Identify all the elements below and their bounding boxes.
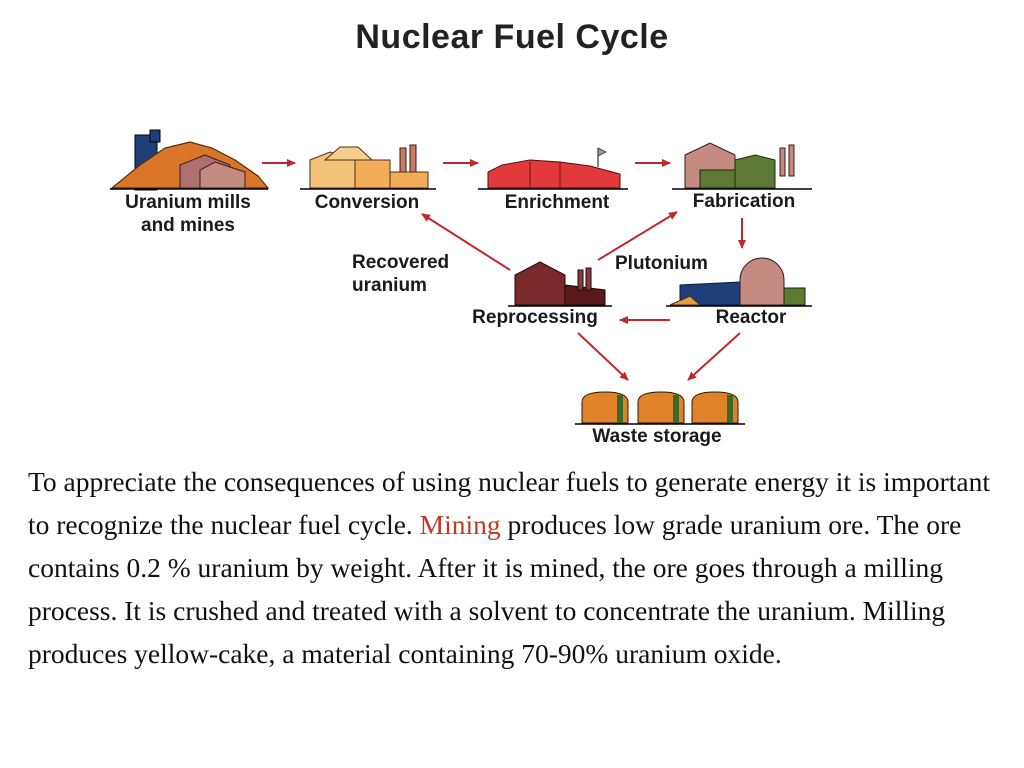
node-label-conversion: Conversion <box>314 192 420 213</box>
edge-label-recovered-2: uranium <box>352 275 427 296</box>
body-text-part1: To appreciate the consequences of using nuclear fuels to generate energy it is important to recognize the nuclear fuel cycle. <box>28 466 991 540</box>
node-label-uranium-mills-2: and mines <box>141 215 235 236</box>
waste-storage-icon <box>575 392 745 424</box>
node-label-fabrication: Fabrication <box>692 191 796 212</box>
node-label-uranium-mills-1: Uranium mills <box>125 192 251 213</box>
node-label-waste-storage: Waste storage <box>592 426 722 447</box>
node-label-reactor: Reactor <box>715 307 787 328</box>
diagram-title: Nuclear Fuel Cycle <box>355 18 669 56</box>
arrow-reactor-to-waste <box>688 333 740 380</box>
reprocessing-icon <box>508 262 612 306</box>
body-paragraph <box>28 460 1003 675</box>
edge-label-plutonium: Plutonium <box>615 253 708 274</box>
node-label-enrichment: Enrichment <box>504 192 610 213</box>
body-text-part2: produces low grade uranium ore. The ore contains 0.2 % uranium by weight. After it is mined, the ore goes through a milling process. It is crushed and treated with a solvent to concentrate the uranium. Milling produces yellow-cake, a material containing 70-90% uranium oxide. <box>28 509 962 669</box>
conversion-icon <box>300 145 436 189</box>
arrow-reprocessing-to-waste <box>578 333 628 380</box>
enrichment-icon <box>478 148 628 189</box>
uranium-mills-icon <box>110 130 268 190</box>
mining-highlight: Mining <box>419 509 501 540</box>
fabrication-icon <box>672 143 812 189</box>
node-label-reprocessing: Reprocessing <box>472 307 598 328</box>
edge-label-recovered-1: Recovered <box>352 252 450 273</box>
